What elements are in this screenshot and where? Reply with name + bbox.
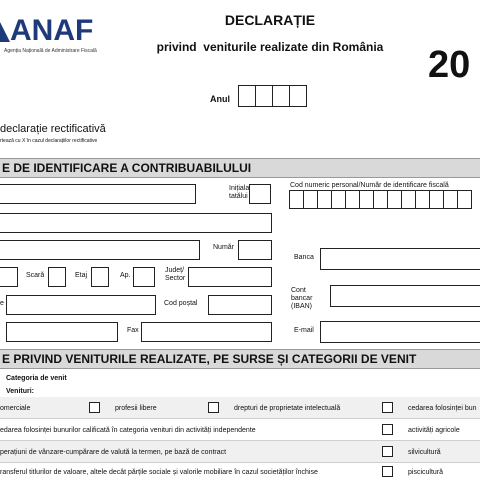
income-silvicultura-label: silvicultură xyxy=(408,449,441,456)
section-income-header: E PRIVIND VENITURILE REALIZATE, PE SURSE ȘI CATEGORII DE VENIT xyxy=(0,349,480,369)
income-profesii-checkbox[interactable] xyxy=(208,402,219,413)
fax-field[interactable] xyxy=(141,322,272,342)
anaf-brand-text: ANAF xyxy=(10,14,94,47)
rectification-hint: rtează cu X în cazul declarațiilor rectificative xyxy=(0,138,98,144)
income-row xyxy=(0,463,480,480)
judet-label: Județ/ Sector xyxy=(165,267,186,283)
income-cedarea-label: cedarea folosinței bun xyxy=(408,405,477,412)
title-line-1: DECLARAȚIE xyxy=(224,12,316,28)
street-field[interactable] xyxy=(0,240,200,260)
income-titluri-checkbox[interactable] xyxy=(382,466,393,477)
telefon-field[interactable] xyxy=(6,322,118,342)
cod-postal-label: Cod poștal xyxy=(164,300,198,307)
surname-field[interactable] xyxy=(0,184,196,204)
year-input[interactable] xyxy=(238,85,310,107)
cod-postal-field[interactable] xyxy=(208,295,272,315)
income-piscicultura-label: piscicultură xyxy=(408,469,444,476)
initiala-tatalui-label: Inițiala tatălui xyxy=(229,185,250,201)
income-profesii-label: profesii libere xyxy=(115,405,157,412)
income-valuta-label: perațiuni de vânzare-cumpărare de valută la termen, pe bază de contract xyxy=(0,449,227,456)
initiala-tatalui-field[interactable] xyxy=(249,184,271,204)
anaf-agency-text: Agenția Națională de Administrare Fiscală xyxy=(4,48,97,54)
scara-label: Scară xyxy=(26,272,45,279)
categoria-label: Categoria de venit xyxy=(6,375,67,382)
localitate-field[interactable] xyxy=(6,295,156,315)
numar-field[interactable] xyxy=(238,240,272,260)
title-line-2: privind veniturile realizate din România xyxy=(156,40,384,54)
income-proprietate-checkbox[interactable] xyxy=(382,402,393,413)
income-valuta-checkbox[interactable] xyxy=(382,446,393,457)
banca-field[interactable] xyxy=(320,248,480,270)
year-label: Anul xyxy=(210,94,230,104)
income-cedarea-calificata-label: edarea folosinței bunurilor calificată în categoria venituri din activități independente xyxy=(0,427,256,434)
numar-label: Număr xyxy=(213,244,235,251)
fax-label: Fax xyxy=(127,327,139,334)
income-commercial-label: omerciale xyxy=(0,405,31,412)
judet-field[interactable] xyxy=(188,267,272,287)
year-partial: 20 xyxy=(428,44,471,86)
etaj-field[interactable] xyxy=(91,267,109,287)
venituri-label: Venituri: xyxy=(6,388,35,395)
income-cedarea-calificata-checkbox[interactable] xyxy=(382,424,393,435)
income-agricole-label: activități agricole xyxy=(408,427,460,434)
ap-field[interactable] xyxy=(133,267,155,287)
income-proprietate-label: drepturi de proprietate intelectuală xyxy=(234,405,341,412)
scara-field[interactable] xyxy=(48,267,66,287)
first-name-field[interactable] xyxy=(0,213,272,233)
ap-label: Ap. xyxy=(120,272,131,279)
banca-label: Banca xyxy=(294,254,314,261)
income-row xyxy=(0,441,480,463)
email-label: E-mail xyxy=(294,327,314,334)
email-field[interactable] xyxy=(320,321,480,343)
bloc-field[interactable] xyxy=(0,267,18,287)
cont-bancar-field[interactable] xyxy=(330,285,480,307)
etaj-label: Etaj xyxy=(75,272,88,279)
income-row xyxy=(0,419,480,441)
income-row xyxy=(0,397,480,419)
cnp-field[interactable] xyxy=(289,190,479,209)
localitate-label-partial: e xyxy=(0,300,4,307)
rectification-label: declarație rectificativă xyxy=(0,123,106,135)
income-commercial-checkbox[interactable] xyxy=(89,402,100,413)
cont-bancar-label: Cont bancar (IBAN) xyxy=(291,287,313,311)
income-titluri-label: ransferul titlurilor de valoare, altele decât părțile sociale și valorile mobiliare în cazul societăților închise xyxy=(0,469,318,476)
section-identification-header: E DE IDENTIFICARE A CONTRIBUABILULUI xyxy=(0,158,480,178)
cnp-label: Cod numeric personal/Număr de identificare fiscală xyxy=(290,182,449,189)
